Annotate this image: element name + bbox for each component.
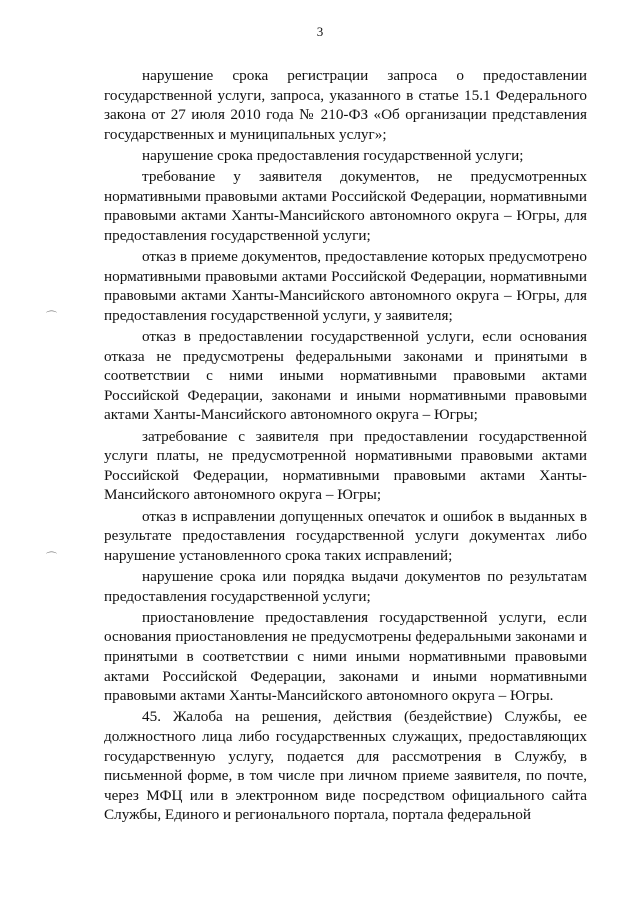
paragraph-registration-deadline: нарушение срока регистрации запроса о предоставлении государственной услуги, запроса, указанного в статье 15.1 Федерального закона от 27 июля 2010 года № 210-ФЗ «Об организации представления государственных и муниципальных услуг»; bbox=[104, 67, 587, 143]
paragraph-fee-demand: затребование с заявителя при предоставлении государственной услуги платы, не предусмотренной нормативными правовыми актами Российской Федерации, нормативными правовыми актами Ханты-Мансийского автономного округа – Югры; bbox=[104, 427, 587, 504]
margin-mark: ⌒ bbox=[46, 551, 57, 564]
document-body bbox=[104, 66, 587, 827]
paragraph-issuance-violation: нарушение срока или порядка выдачи документов по результатам предоставления государственной услуги; bbox=[104, 568, 587, 605]
paragraph-suspension: приостановление предоставления государственной услуги, если основания приостановления не предусмотрены федеральными законами и принятыми в соответствии с ними иными нормативными правовыми актами Российской Федерации, законами и иными нормативными правовыми актами Ханты-Мансийского автономного округа – Югры. bbox=[104, 608, 587, 705]
paragraph-service-refusal: отказ в предоставлении государственной услуги, если основания отказа не предусмотрены федеральными законами и принятыми в соответствии с ними иными нормативными правовыми актами Российской Федерации, законами и иными нормативными правовыми актами Ханты-Мансийского автономного округа – Югры; bbox=[104, 328, 587, 424]
paragraph-typo-correction: отказ в исправлении допущенных опечаток и ошибок в выданных в результате предоставления государственной услуги документах либо нарушение установленного срока таких исправлений; bbox=[104, 507, 587, 564]
paragraph-document-requirement: требование у заявителя документов, не предусмотренных нормативными правовыми актами Российской Федерации, нормативными правовыми актами Ханты-Мансийского автономного округа – Югры, для предоставления государственной услуги; bbox=[104, 168, 587, 244]
page-number: 3 bbox=[316, 24, 324, 39]
margin-mark: ⌒ bbox=[46, 310, 57, 323]
paragraph-service-deadline: нарушение срока предоставления государственной услуги; bbox=[142, 146, 524, 164]
paragraph-complaint-45: 45. Жалоба на решения, действия (бездействие) Службы, ее должностного лица либо государственных служащих, предоставляющих государственную услугу, подается для рассмотрения в Службу, в письменной форме, в том числе при личном приеме заявителя, по почте, через МФЦ или в электронном виде посредством официального сайта Службы, Единого и регионального портала, портала федеральной bbox=[104, 708, 587, 824]
paragraph-acceptance-refusal: отказ в приеме документов, предоставление которых предусмотрено нормативными правовыми актами Российской Федерации, нормативными правовыми актами Ханты-Мансийского автономного округа – Югры, для предоставления государственной услуги, у заявителя; bbox=[104, 248, 587, 324]
